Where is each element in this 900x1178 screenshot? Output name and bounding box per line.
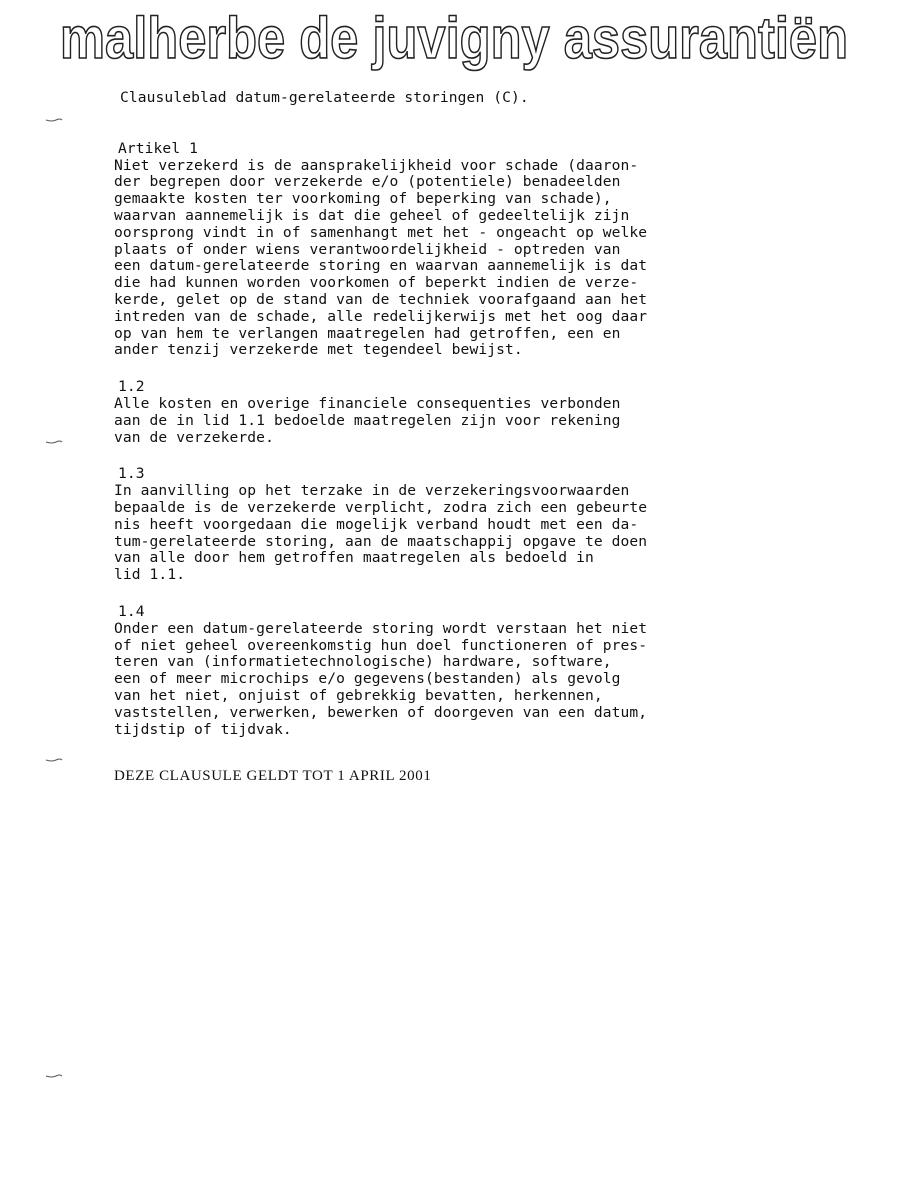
- section-heading: 1.4: [118, 602, 145, 620]
- section-text-line: aan de in lid 1.1 bedoelde maatregelen zijn voor rekening: [114, 411, 621, 429]
- section-text-line: plaats of onder wiens verantwoordelijkheid - optreden van: [114, 240, 621, 258]
- section-text-line: van alle door hem getroffen maatregelen als bedoeld in: [114, 549, 594, 567]
- section-text-line: op van hem te verlangen maatregelen had getroffen, een en: [114, 324, 621, 342]
- section-text-line: der begrepen door verzekerde e/o (potentiele) benadeelden: [114, 173, 621, 191]
- letterhead: [54, 6, 854, 72]
- clause-section: [114, 466, 774, 584]
- section-text-line: gemaakte kosten ter voorkoming of beperking van schade),: [114, 190, 612, 208]
- section-heading: 1.3: [118, 465, 145, 483]
- section-text-line: nis heeft voorgedaan die mogelijk verband houdt met een da-: [114, 515, 639, 533]
- section-heading: 1.2: [118, 378, 145, 396]
- section-text-line: In aanvilling op het terzake in de verzekeringsvoorwaarden: [114, 482, 630, 500]
- section-text-line: Niet verzekerd is de aansprakelijkheid voor schade (daaron-: [114, 156, 639, 174]
- section-text-line: tijdstip of tijdvak.: [114, 720, 292, 738]
- section-text-line: van het niet, onjuist of gebrekkig bevatten, herkennen,: [114, 686, 603, 704]
- punch-mark: [44, 1066, 64, 1072]
- section-text-line: vaststellen, verwerken, bewerken of doorgeven van een datum,: [114, 703, 648, 721]
- clause-section: [114, 379, 774, 446]
- punch-mark: [44, 110, 64, 116]
- section-text-line: Alle kosten en overige financiele consequenties verbonden: [114, 394, 621, 412]
- section-text-line: Onder een datum-gerelateerde storing wordt verstaan het niet: [114, 619, 648, 637]
- clause-section: [114, 141, 774, 359]
- document-subject: Clausuleblad datum-gerelateerde storingen (C).: [120, 89, 529, 106]
- section-text-line: tum-gerelateerde storing, aan de maatschappij opgave te doen: [114, 532, 648, 550]
- section-text-line: waarvan aannemelijk is dat die geheel of gedeeltelijk zijn: [114, 206, 630, 224]
- validity-notice: DEZE CLAUSULE GELDT TOT 1 APRIL 2001: [114, 768, 432, 785]
- section-text-line: intreden van de schade, alle redelijkerwijs met het oog daar: [114, 307, 648, 325]
- section-text-line: die had kunnen worden voorkomen of beperkt indien de verze-: [114, 274, 639, 292]
- clause-section: [114, 604, 774, 738]
- section-text-line: van de verzekerde.: [114, 428, 274, 446]
- section-text-line: kerde, gelet op de stand van de techniek voorafgaand aan het: [114, 290, 648, 308]
- section-text-line: teren van (informatietechnologische) hardware, software,: [114, 653, 612, 671]
- section-text-line: bepaalde is de verzekerde verplicht, zodra zich een gebeurte: [114, 498, 648, 516]
- section-text-line: of niet geheel overeenkomstig hun doel functioneren of pres-: [114, 636, 648, 654]
- section-text-line: een datum-gerelateerde storing en waarvan aannemelijk is dat: [114, 257, 648, 275]
- punch-mark: [44, 432, 64, 438]
- section-heading: Artikel 1: [118, 139, 198, 157]
- punch-mark: [44, 750, 64, 756]
- section-text-line: lid 1.1.: [114, 566, 186, 584]
- clause-document: [114, 86, 774, 785]
- section-text-line: ander tenzij verzekerde met tegendeel bewijst.: [114, 341, 523, 359]
- section-text-line: oorsprong vindt in of samenhangt met het - ongeacht op welke: [114, 223, 648, 241]
- clause-sections: [114, 141, 774, 739]
- section-text-line: een of meer microchips e/o gegevens(bestanden) als gevolg: [114, 670, 621, 688]
- company-name: malherbe de juvigny assurantiën: [60, 6, 848, 71]
- company-logo: [54, 6, 854, 72]
